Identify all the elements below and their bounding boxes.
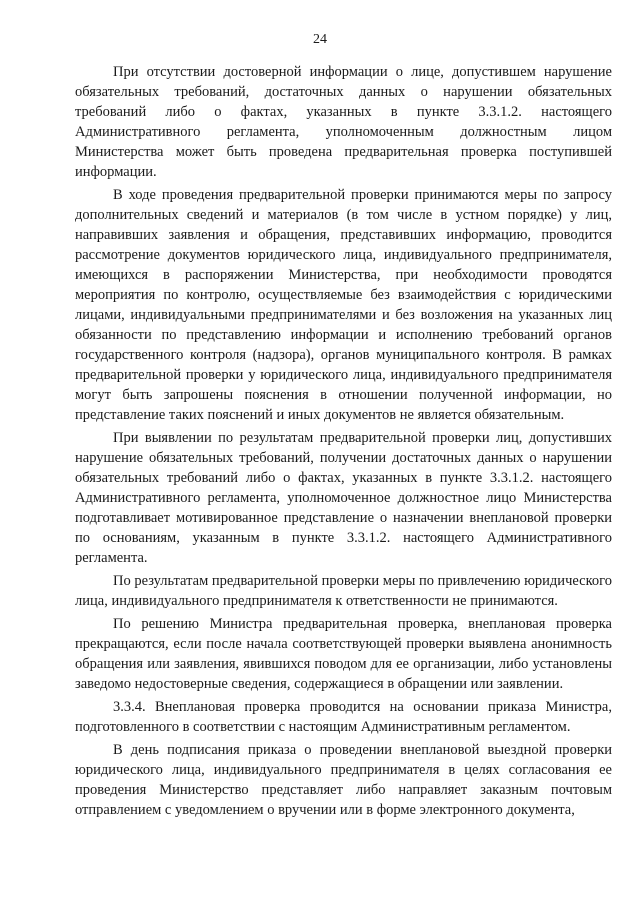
paragraph-preliminary-check: При отсутствии достоверной информации о лице, допустившем нарушение обязательных требований, достаточных данных о нарушении обязательных требований либо о фактах, указанных в пункте 3.3.1.2. настоящего Административного регламента, уполномоченным должностным лицом Министерства может быть проведена предварительная проверка поступившей информации. (75, 64, 612, 180)
paragraph-order-signing: В день подписания приказа о проведении внеплановой выездной проверки юридического лица, индивидуального предпринимателя в целях согласования ее проведения Министерство представляет либо направляет заказным почтовым отправлением с уведомлением о вручении или в форме электронного документа, (75, 742, 612, 818)
paragraph-no-liability: По результатам предварительной проверки меры по привлечению юридического лица, индивидуального предпринимателя к ответственности не принимаются. (75, 573, 612, 609)
document-body (75, 62, 612, 820)
paragraph-termination: По решению Министра предварительная проверка, внеплановая проверка прекращаются, если после начала соответствующей проверки выявлена анонимность обращения или заявления, явившихся поводом для ее организации, либо установлены заведомо недостоверные сведения, содержащиеся в обращении или заявлении. (75, 616, 612, 692)
paragraph-check-measures: В ходе проведения предварительной проверки принимаются меры по запросу дополнительных сведений и материалов (в том числе в устном порядке) у лиц, направивших заявления и обращения, представивших информацию, проводится рассмотрение документов юридического лица, индивидуального предпринимателя, имеющихся в распоряжении Министерства, при необходимости проводятся мероприятия по контролю, осуществляемые без взаимодействия с юридическими лицами, индивидуальными предпринимателями и без возложения на указанных лиц обязанности по представлению информации и исполнению требований органов государственного контроля (надзора), органов муниципального контроля. В рамках предварительной проверки у юридического лица, индивидуального предпринимателя могут быть запрошены пояснения в отношении полученной информации, но представление таких пояснений и иных документов не является обязательным. (75, 187, 612, 423)
paragraph-violation-found: При выявлении по результатам предварительной проверки лиц, допустивших нарушение обязательных требований, получении достаточных данных о нарушении обязательных требований либо о фактах, указанных в пункте 3.3.1.2. настоящего Административного регламента, уполномоченное должностное лицо Министерства подготавливает мотивированное представление о назначении внеплановой проверки по основаниям, указанным в пункте 3.3.1.2. настоящего Административного регламента. (75, 430, 612, 566)
page-number: 24 (313, 32, 327, 47)
paragraph-3-3-4: 3.3.4. Внеплановая проверка проводится на основании приказа Министра, подготовленного в соответствии с настоящим Административным регламентом. (75, 699, 612, 735)
